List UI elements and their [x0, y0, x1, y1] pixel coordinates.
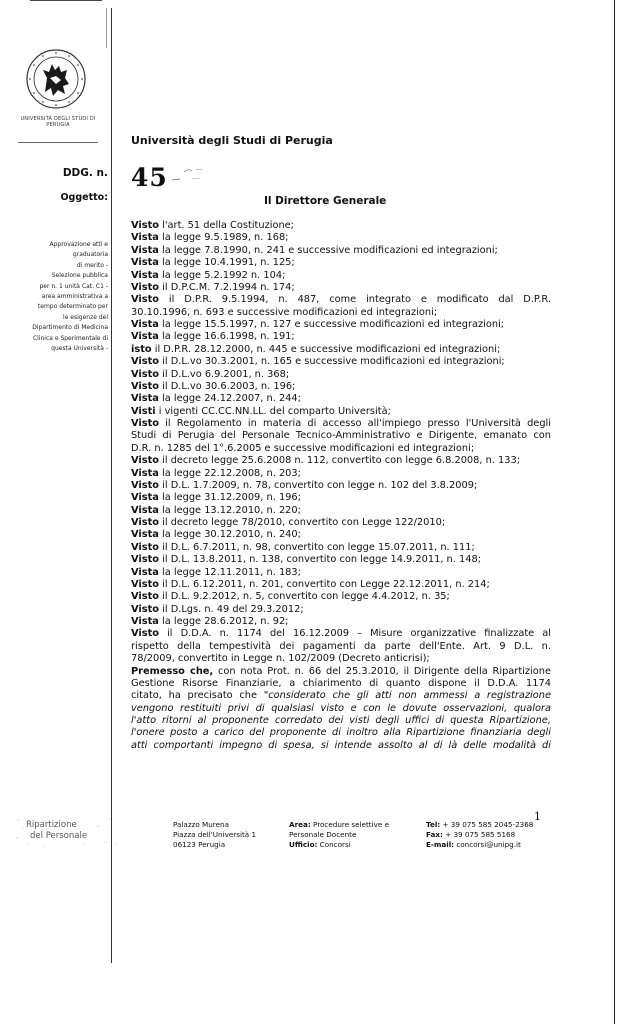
logo-line-2: del Personale [30, 831, 88, 841]
tel-label: Tel: [426, 820, 441, 829]
body-line-quote: vengono restituiti privi di qualsiasi visto e con le dovute osservazioni, qualora [131, 702, 551, 714]
address-line-1: Palazzo Murena [173, 820, 229, 829]
body-line-text: la legge 24.12.2007, n. 244; [158, 393, 301, 405]
body-line [131, 591, 551, 603]
body-line [131, 727, 551, 739]
body-line-text: la legge 16.6.1998, n. 191; [158, 331, 295, 343]
tel-value: + 39 075 585 2045-2368 [440, 820, 534, 829]
oggetto-label: Oggetto: [60, 192, 108, 203]
body-line-text: la legge 5.2.1992 n. 104; [158, 269, 286, 281]
body-line-lead: Visto [131, 591, 160, 603]
margin-tick [106, 8, 107, 48]
body-line [131, 641, 551, 653]
body-line-text: la legge 28.6.2012, n. 92; [158, 616, 289, 627]
email-label: E-mail: [426, 840, 455, 849]
logo-line-1: Ripartizione [26, 820, 77, 830]
body-line-text: il D.P.R. 9.5.1994, n. 487, come integrato e modificato dal D.P.R. [159, 294, 551, 306]
body-line-lead: Vista [131, 269, 159, 281]
oggetto-line: questa Università - [51, 345, 108, 353]
body-line [131, 282, 551, 294]
oggetto-line: graduatoria [72, 251, 108, 259]
body-line-text: la legge 10.4.1991, n. 125; [158, 257, 295, 269]
handwritten-mark-icon [170, 166, 206, 182]
seal-divider [18, 142, 98, 143]
body-line-lead: Vista [131, 393, 159, 405]
body-line [131, 480, 551, 492]
body-line-text: il D.L. 13.8.2011, n. 138, convertito con legge 14.9.2011, n. 148; [159, 554, 481, 566]
address-line-3: 06123 Perugia [173, 840, 226, 849]
body-line-lead: Vista [131, 616, 159, 627]
body-line-lead: Visto [131, 294, 160, 306]
body-line-lead: Visto [131, 603, 160, 615]
body-line [131, 443, 551, 455]
body-line-lead: Visto [131, 517, 160, 528]
body-line [131, 307, 551, 319]
area-value: Procedure selettive e [310, 820, 390, 829]
body-line-lead: Visto [131, 455, 160, 467]
body-line [131, 393, 551, 405]
body-line-text: 30.10.1996, n. 693 e successive modificazioni ed integrazioni; [131, 306, 438, 318]
body-line [131, 344, 551, 356]
body-line-lead: Visto [131, 281, 160, 293]
body-line [131, 418, 551, 430]
body-line-lead: Visto [131, 554, 160, 566]
body-line-text: la legge 12.11.2011, n. 183; [158, 566, 301, 578]
body-line-text: il decreto legge 25.6.2008 n. 112, convertito con legge 6.8.2008, n. 133; [159, 455, 521, 467]
body-line-lead: Vista [131, 467, 159, 479]
university-title: Università degli Studi di Perugia [131, 134, 333, 147]
body-line-lead: Vista [131, 331, 159, 343]
body-line-text: la legge 15.5.1997, n. 127 e successive modificazioni ed integrazioni; [158, 319, 505, 330]
body-line-text: la legge 13.12.2010, n. 220; [158, 504, 301, 516]
body-line-text: il decreto legge 78/2010, convertito con Legge 122/2010; [159, 517, 446, 528]
body-line-quote: considerato che gli atti non ammessi a registrazione [268, 690, 552, 702]
body-line-text: 78/2009, convertito in Legge n. 102/2009 (Decreto anticrisi); [131, 653, 430, 665]
body-line [131, 666, 551, 678]
body-line [131, 505, 551, 517]
body-line-text: Studi di Perugia del Personale Tecnico-Amministrativo e Dirigente, emanato con [131, 430, 551, 442]
body-line-lead: Visto [131, 479, 160, 491]
body-line [131, 628, 551, 640]
body-line-lead: Vista [131, 504, 159, 516]
oggetto-line: di merito - [76, 261, 108, 269]
body-line-lead: Vista [131, 257, 159, 269]
body-line-lead: Visto [131, 220, 160, 231]
body-line [131, 740, 551, 752]
body-line [131, 715, 551, 727]
fax-label: Fax: [426, 830, 443, 839]
area-line-2: Personale Docente [289, 830, 357, 839]
body-line-lead: isto [131, 343, 152, 355]
body-line-text: D.R. n. 1285 del 1°.6.2005 e successive modificazioni ed integrazioni; [131, 442, 475, 454]
email-link[interactable]: concorsi@unipg.it [454, 840, 521, 849]
body-line-text: il D.L.vo 6.9.2001, n. 368; [159, 368, 290, 380]
body-line [131, 294, 551, 306]
body-line-lead: Vista [131, 566, 159, 578]
top-rule [30, 0, 102, 1]
oggetto-text [18, 240, 108, 354]
body-line-text: l'art. 51 della Costituzione; [159, 220, 294, 231]
body-line [131, 554, 551, 566]
ddg-number: 45 [131, 163, 168, 192]
body-line [131, 232, 551, 244]
body-line-lead: Visto [131, 368, 160, 380]
body-line-text: rispetto della tempestività dei pagamenti da parte dell'Ente. Art. 9 D.L. n. [131, 640, 551, 652]
body-line [131, 455, 551, 467]
ufficio-value: Concorsi [317, 840, 351, 849]
body-line [131, 604, 551, 616]
footer-area [289, 820, 389, 850]
body-line-lead: Vista [131, 529, 159, 541]
body-line-text: il D.Lgs. n. 49 del 29.3.2012; [159, 603, 304, 615]
body-line-lead: Visto [131, 418, 160, 429]
body-line-text: il D.L. 6.7.2011, n. 98, convertito con legge 15.07.2011, n. 111; [159, 541, 475, 553]
body-line-text: il D.L.vo 30.3.2001, n. 165 e successive modificazioni ed integrazioni; [159, 356, 505, 368]
body-line [131, 381, 551, 393]
body-line [131, 319, 551, 331]
body-line-text: il Regolamento in materia di accesso all'impiego presso l'Università degli [159, 418, 551, 429]
oggetto-line: tempo determinato per [37, 303, 108, 311]
body-line-lead: Visto [131, 380, 160, 392]
oggetto-line: le esigenze del [63, 313, 108, 321]
body-line [131, 567, 551, 579]
body-line [131, 616, 551, 628]
area-label: Area: [289, 820, 311, 829]
address-line-2: Piazza dell'Università 1 [173, 830, 257, 839]
seal-caption: UNIVERSITÀ DEGLI STUDI DI PERUGIA [20, 116, 96, 128]
oggetto-line: per n. 1 unità Cat. C1 - [39, 282, 108, 290]
body-line-quote: atti comportanti impegno di spesa, si intende assolto al di là delle modalità di [131, 739, 551, 751]
footer-address [173, 820, 256, 850]
decree-body [131, 220, 551, 752]
ddg-label: DDG. n. [62, 167, 108, 179]
body-line [131, 430, 551, 442]
body-line [131, 678, 551, 690]
body-line-quote: l'atto ritorni al proponente corredato dei visti degli uffici di questa Ripartizione, [131, 715, 551, 726]
body-line [131, 492, 551, 504]
oggetto-line: Approvazione atti e [49, 241, 108, 248]
body-line-lead: Visto [131, 356, 160, 368]
body-line [131, 369, 551, 381]
body-line [131, 270, 551, 282]
university-seal-icon [25, 48, 87, 110]
body-line-text: con nota Prot. n. 66 del 25.3.2010, il Dirigente della Ripartizione [213, 665, 551, 677]
body-line-text: il D.P.R. 28.12.2000, n. 445 e successive modificazioni ed integrazioni; [151, 343, 501, 355]
page-number: 1 [534, 810, 541, 823]
body-line-lead: Vista [131, 319, 159, 330]
body-line-lead: Vista [131, 492, 159, 504]
body-line-lead: Visti [131, 405, 156, 417]
body-line [131, 257, 551, 269]
body-line-text: la legge 30.12.2010, n. 240; [158, 529, 301, 541]
body-line-text: Gestione Risorse Finanziarie, a chiarimento di quanto dispone il D.D.A. 1174 [131, 677, 551, 689]
body-line-lead: Vista [131, 232, 159, 244]
footer-block [160, 812, 580, 850]
body-line [131, 220, 551, 232]
body-line-text: il D.L. 6.12.2011, n. 201, convertito con Legge 22.12.2011, n. 214; [159, 578, 490, 590]
page-edge [614, 0, 615, 1024]
ufficio-label: Ufficio: [289, 840, 318, 849]
director-title: Il Direttore Generale [264, 195, 387, 207]
body-line [131, 703, 551, 715]
body-line [131, 356, 551, 368]
fax-value: + 39 075 585 5168 [442, 830, 516, 839]
body-line [131, 529, 551, 541]
body-line-lead: Visto [131, 628, 160, 640]
body-line-text: il D.D.A. n. 1174 del 16.12.2009 – Misure organizzative finalizzate al [159, 628, 551, 640]
oggetto-line: Dipartimento di Medicina [32, 324, 108, 332]
body-line-text: il D.L. 1.7.2009, n. 78, convertito con legge n. 102 del 3.8.2009; [159, 479, 478, 491]
body-line-text: il D.P.C.M. 7.2.1994 n. 174; [159, 281, 295, 293]
oggetto-line: Clinica e Sperimentale di [32, 334, 108, 342]
body-line-text: la legge 9.5.1989, n. 168; [158, 232, 289, 244]
body-line-text: la legge 7.8.1990, n. 241 e successive modificazioni ed integrazioni; [158, 244, 498, 256]
body-line-lead: Premesso che, [131, 665, 214, 677]
body-line [131, 579, 551, 591]
body-line [131, 542, 551, 554]
body-line-lead: Visto [131, 541, 160, 553]
body-line-text: i vigenti CC.CC.NN.LL. del comparto Università; [155, 405, 391, 417]
body-line [131, 690, 551, 702]
body-line [131, 331, 551, 343]
body-line [131, 468, 551, 480]
footer-contacts [426, 820, 533, 850]
ripartizione-logo [14, 814, 120, 850]
body-line-lead: Visto [131, 578, 160, 590]
body-line-quote: l'onere posto a carico del proponente di inoltro alla Ripartizione finanziaria degli [131, 727, 551, 739]
body-line-text: la legge 31.12.2009, n. 196; [158, 492, 301, 504]
body-line-text: la legge 22.12.2008, n. 203; [158, 467, 301, 479]
oggetto-line: Selezione pubblica [51, 272, 108, 280]
body-line-text: il D.L. 9.2.2012, n. 5, convertito con legge 4.4.2012, n. 35; [159, 591, 450, 603]
body-line [131, 517, 551, 529]
body-line-lead: Vista [131, 244, 159, 256]
body-line-text: il D.L.vo 30.6.2003, n. 196; [159, 380, 296, 392]
body-line [131, 406, 551, 418]
oggetto-line: area amministrativa a [41, 293, 108, 301]
body-line [131, 653, 551, 665]
body-line-text: citato, ha precisato che " [131, 690, 269, 702]
body-line [131, 245, 551, 257]
